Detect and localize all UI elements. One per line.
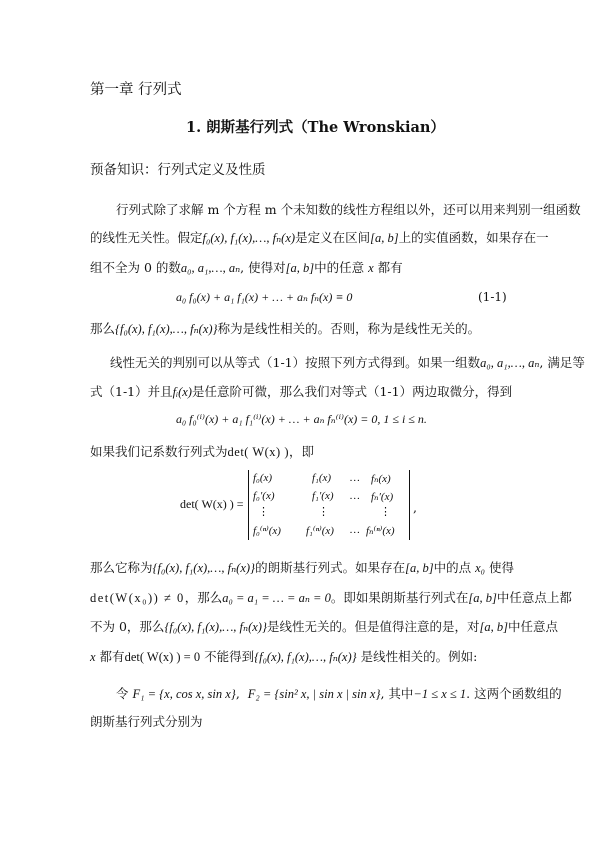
matrix-cell: f₁(x) — [312, 472, 332, 484]
paragraph-6-line-2: 朗斯基行列式分别为 — [90, 714, 203, 729]
paragraph-3-line-1: 线性无关的判别可以从等式（1-1）按照下列方式得到。如果一组数a₀, a₁,…, aₙ, 满足等 — [110, 355, 585, 370]
paragraph-1-line-2: 的线性无关性。假定f₀(x), f₁(x),…, fₙ(x)是定义在区间[a, b]上的实值函数，如果存在一 — [90, 230, 549, 245]
paragraph-3-line-2: 式（1-1）并且fᵢ(x)是任意阶可微，那么我们对等式（1-1）两边取微分，得到 — [90, 384, 513, 399]
equation-1-1-label: (1-1) — [478, 290, 507, 304]
paragraph-2: 那么{f₀(x), f₁(x),…, fₙ(x)}称为是线性相关的。否则，称为是线性无关的。 — [90, 321, 481, 336]
paragraph-5-line-3: 不为 0，那么{f₀(x), f₁(x),…, fₙ(x)}是线性无关的。但是值得注意的是，对[a, b]中任意点 — [90, 619, 558, 634]
matrix-cell: f₁⁽ⁿ⁾(x) — [306, 525, 334, 537]
matrix-left-bar — [248, 470, 249, 540]
matrix-lhs: det( W(x) ) = — [180, 497, 244, 511]
section-title: 1. 朗斯基行列式（The Wronskian） — [186, 119, 445, 136]
matrix-vdots: ⋮ — [380, 505, 391, 518]
prelim-heading: 预备知识：行列式定义及性质 — [90, 162, 266, 178]
matrix-cell: fₙ⁽ⁿ⁾(x) — [366, 525, 395, 537]
paragraph-1-line-3: 组不全为 0 的数a₀, a₁,…, aₙ, 使得对[a, b]中的任意 x 都有 — [90, 260, 403, 275]
matrix-vdots: ⋮ — [258, 505, 269, 518]
paragraph-1-line-1: 行列式除了求解 m 个方程 m 个未知数的线性方程组以外，还可以用来判别一组函数 — [116, 202, 581, 217]
equation-derivative: a₀ f₀⁽ⁱ⁾(x) + a₁ f₁⁽ⁱ⁾(x) + … + aₙ fₙ⁽ⁱ⁾(x) = 0, 1 ≤ i ≤ n. — [176, 412, 427, 426]
paragraph-5-line-1: 那么它称为{f₀(x), f₁(x),…, fₙ(x)}的朗斯基行列式。如果存在[a, b]中的点 x₀ 使得 — [90, 560, 514, 575]
matrix-cell: fₙ(x) — [371, 473, 391, 485]
chapter-title: 第一章 行列式 — [90, 82, 182, 98]
paragraph-5-line-4: x 都有det( W(x) ) = 0 不能得到{f₀(x), f₁(x),…, fₙ(x)} 是线性相关的。例如: — [90, 649, 478, 664]
matrix-cell: … — [350, 472, 360, 484]
matrix-cell: f₀′(x) — [253, 490, 275, 502]
equation-1-1: a₀ f₀(x) + a₁ f₁(x) + … + aₙ fₙ(x) ≡ 0 — [176, 290, 353, 304]
matrix-vdots: ⋮ — [318, 505, 329, 518]
matrix-cell: f₁′(x) — [312, 490, 334, 502]
matrix-cell: … — [350, 490, 360, 502]
matrix-comma: , — [413, 500, 417, 515]
matrix-cell: f₀⁽ⁿ⁾(x) — [253, 525, 281, 537]
matrix-right-bar — [409, 470, 410, 540]
matrix-cell: … — [350, 524, 360, 536]
matrix-cell: fₙ′(x) — [371, 491, 394, 503]
paragraph-4: 如果我们记系数行列式为det( W(x) )，即 — [90, 444, 315, 459]
matrix-cell: f₀(x) — [253, 472, 273, 484]
paragraph-5-line-2: det(W(x₀)) ≠ 0，那么a₀ = a₁ = … = aₙ = 0。即如果朗斯基行列式在[a, b]中任意点上都 — [90, 590, 572, 605]
paragraph-6-line-1: 令 F₁ = {x, cos x, sin x}, F₂ = {sin² x, | sin x | sin x}, 其中−1 ≤ x ≤ 1. 这两个函数组的 — [116, 686, 562, 701]
